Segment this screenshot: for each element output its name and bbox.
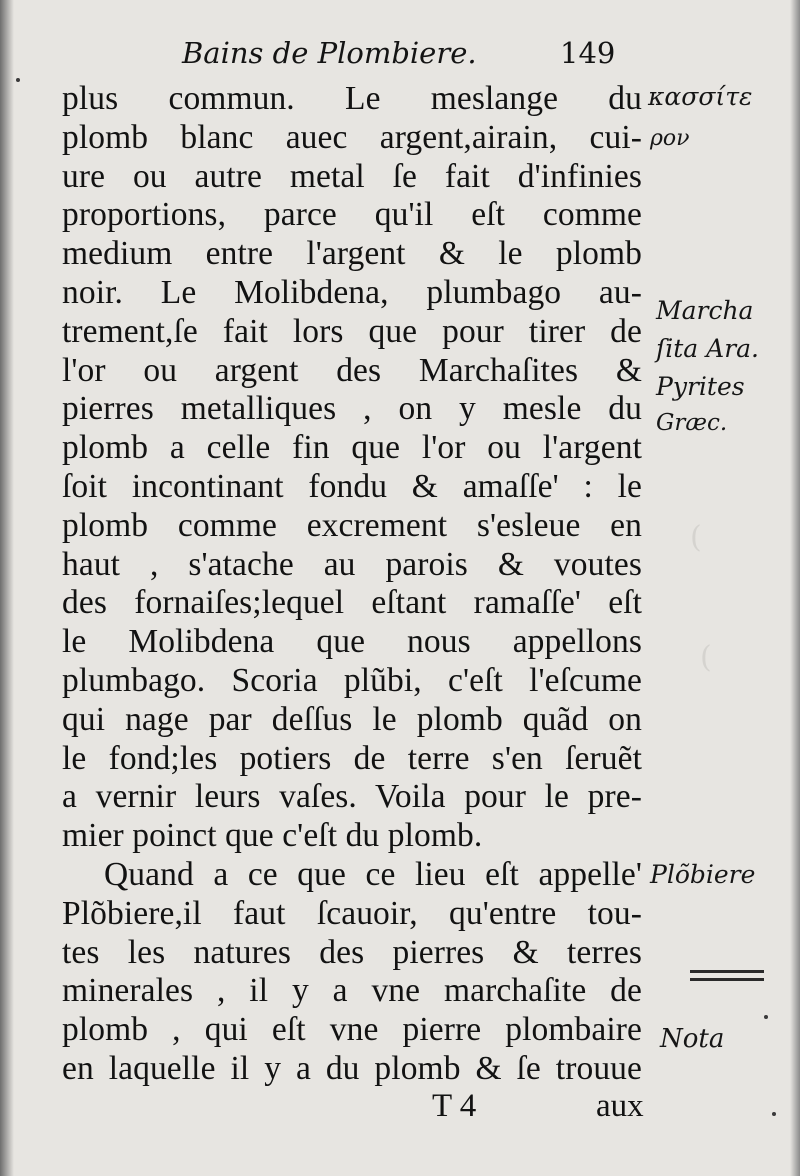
margin-note-marcha: Marcha xyxy=(656,296,754,325)
text-line: plus commun. Le meslange du xyxy=(62,80,642,117)
text-line: plomb comme excrement s'esleue en xyxy=(62,506,642,544)
text-line: pierres metalliques , on y mesle du xyxy=(62,390,642,428)
margin-note-pyrites: Pyrites xyxy=(656,372,745,401)
text-line: medium entre l'argent & le plomb xyxy=(62,235,642,273)
running-title: Bains de Plombiere. xyxy=(182,36,477,70)
margin-note-greek-continued: ρον xyxy=(650,126,690,151)
text-line: qui nage par deſſus le plomb quãd on xyxy=(62,700,642,738)
text-line: le Molibdena que nous appellons xyxy=(62,623,642,661)
margin-note-nota: Nota xyxy=(660,1024,725,1054)
ink-speck xyxy=(772,1112,776,1116)
show-through-right: ( xyxy=(700,640,712,675)
paragraph-start-line: Quand a ce que ce lieu eſt appelle' xyxy=(104,855,642,893)
body-text xyxy=(62,80,642,1089)
text-line: plomb a celle fin que l'or ou l'argent xyxy=(62,429,642,467)
text-line: a vernir leurs vaſes. Voila pour le pre- xyxy=(62,778,642,816)
text-line: minerales , il y a vne marchaſite de xyxy=(62,972,642,1010)
catchword: aux xyxy=(596,1088,644,1124)
signature-mark: T 4 xyxy=(432,1088,477,1124)
text-line: Plõbiere,il faut ſcauoir, qu'entre tou- xyxy=(62,894,642,932)
margin-ink-mark xyxy=(690,970,764,988)
margin-note-graec: Græc. xyxy=(656,410,728,436)
text-line: plomb blanc auec argent,airain, cui- xyxy=(62,118,642,156)
margin-note-greek: κασσίτε xyxy=(648,82,753,111)
page-number: 149 xyxy=(560,36,616,70)
paragraph-end-line: mier poinct que c'eſt du plomb. xyxy=(62,817,483,855)
text-line: trement,ſe fait lors que pour tirer de xyxy=(62,312,642,350)
ink-speck xyxy=(764,1015,768,1019)
margin-note-sita-ara: ſita Ara. xyxy=(656,334,760,363)
text-line: ure ou autre metal ſe fait d'infinies xyxy=(62,157,642,195)
text-line: des fornaiſes;lequel eſtant ramaſſe' eſt xyxy=(62,584,642,622)
text-line: noir. Le Molibdena, plumbago au- xyxy=(62,273,642,311)
running-head xyxy=(0,36,800,76)
margin-note-plobiere: Plõbiere xyxy=(650,860,756,889)
text-line: en laquelle il y a du plomb & ſe trouue xyxy=(62,1049,642,1087)
text-line: proportions, parce qu'il eſt comme xyxy=(62,196,642,234)
text-line: haut , s'atache au parois & voutes xyxy=(62,545,642,583)
ink-speck xyxy=(16,78,20,82)
show-through-left: ( xyxy=(690,520,702,555)
page-footer xyxy=(0,1088,800,1128)
text-line: ſoit incontinant fondu & amaſſe' : le xyxy=(62,467,642,505)
text-line: plumbago. Scoria plũbi, c'eſt l'eſcume xyxy=(62,661,642,699)
text-line: le fond;les potiers de terre s'en ſeruẽt xyxy=(62,739,642,777)
text-line: plomb , qui eſt vne pierre plombaire xyxy=(62,1011,642,1049)
text-line: l'or ou argent des Marchaſites & xyxy=(62,351,642,389)
text-line: tes les natures des pierres & terres xyxy=(62,933,642,971)
